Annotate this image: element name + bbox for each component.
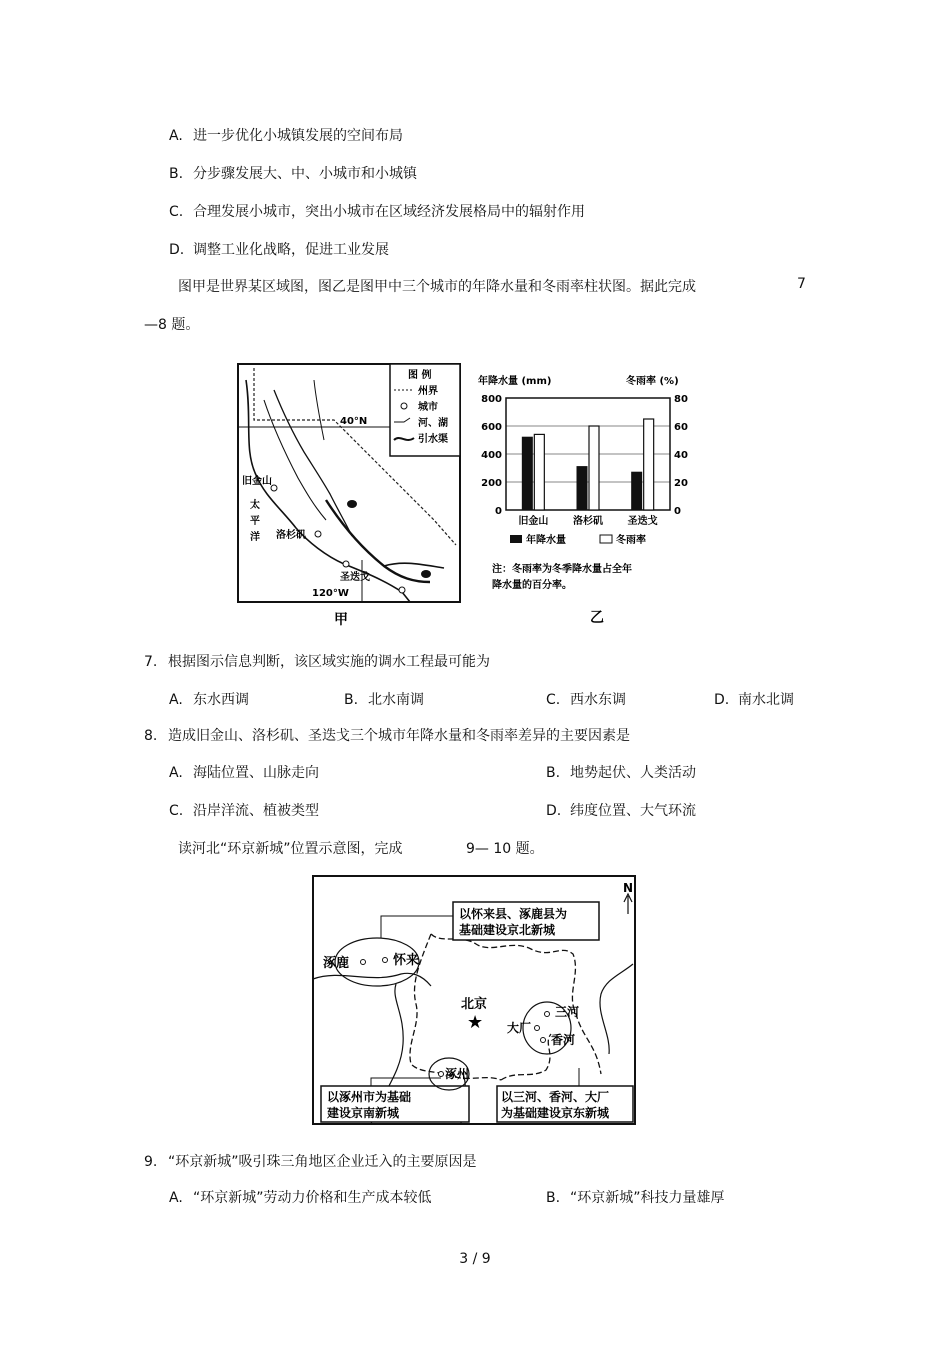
label-zhuozhou: 涿州 <box>445 1067 470 1081</box>
aqueduct <box>326 500 430 582</box>
ytick-right: 80 <box>674 394 688 405</box>
lake-south <box>421 570 431 578</box>
q9-stem: 9. “环京新城”吸引珠三角地区企业迁入的主要原因是 <box>144 1154 477 1170</box>
q6-option-b: B. 分步骤发展大、中、小城市和小城镇 <box>169 166 417 182</box>
label-sanhe: 三河 <box>555 1005 580 1019</box>
callout-south-line1: 以涿州市为基础 <box>327 1090 412 1104</box>
legend-item-city: 城市 <box>418 402 438 413</box>
q9-option-a: A. “环京新城”劳动力价格和生产成本较低 <box>169 1190 432 1206</box>
intro-7-8-num: 7 <box>797 276 806 292</box>
q8-option-d: D. 纬度位置、大气环流 <box>546 803 696 819</box>
q8-option-b: B. 地势起伏、人类活动 <box>546 765 696 781</box>
chart-caption: 乙 <box>590 610 604 626</box>
ytick-left: 600 <box>481 422 502 433</box>
map-beijing <box>311 874 639 1128</box>
bar-precip <box>632 472 642 510</box>
ytick-left: 400 <box>481 450 502 461</box>
ytick-right: 40 <box>674 450 688 461</box>
q8-option-c: C. 沿岸洋流、植被类型 <box>169 803 319 819</box>
city-sd <box>343 561 349 567</box>
q9-option-b: B. “环京新城”科技力量雄厚 <box>546 1190 725 1206</box>
label-zhuolu: 涿鹿 <box>323 956 350 971</box>
chart-yi <box>474 368 714 630</box>
q7-option-a: A. 东水西调 <box>169 692 249 708</box>
legend-precip-swatch <box>510 535 522 543</box>
legend-item-border: 州界 <box>418 386 438 397</box>
city-la <box>315 531 321 537</box>
north-label: N <box>623 881 634 895</box>
ytick-left: 800 <box>481 394 502 405</box>
legend-winter-label: 冬雨率 <box>616 535 646 546</box>
legend-item-aqueduct: 引水渠 <box>418 434 448 445</box>
xtick-label: 旧金山 <box>518 516 549 527</box>
callout-north-line1: 以怀来县、涿鹿县为 <box>459 907 568 921</box>
river-1 <box>274 390 352 536</box>
ytick-right: 60 <box>674 422 688 433</box>
ytick-right: 0 <box>674 506 681 517</box>
label-xianghe: 香河 <box>551 1033 576 1047</box>
intro-9-10-range: 9— 10 题。 <box>466 841 544 857</box>
city-4 <box>399 587 405 593</box>
intro-7-8-line1: 图甲是世界某区域图，图乙是图甲中三个城市的年降水量和冬雨率柱状图。据此完成 <box>178 279 696 295</box>
lat-label: 40°N <box>340 416 368 427</box>
q8-stem: 8. 造成旧金山、洛杉矶、圣迭戈三个城市年降水量和冬雨率差异的主要因素是 <box>144 728 630 744</box>
callout-north-line2: 基础建设京北新城 <box>459 923 556 937</box>
map-jia-caption: 甲 <box>334 612 348 628</box>
legend-winter-swatch <box>600 535 612 543</box>
page-number: 3 / 9 <box>459 1251 491 1267</box>
city-zhuolu <box>361 960 366 965</box>
label-ocean-2: 平 <box>250 516 260 527</box>
intro-9-10: 读河北“环京新城”位置示意图，完成 <box>178 841 403 857</box>
city-zhuozhou <box>439 1072 444 1077</box>
lon-label: 120°W <box>312 588 349 599</box>
river-3 <box>314 380 324 440</box>
callout-east-line1: 以三河、香河、大厂 <box>501 1090 610 1104</box>
q6-option-c: C. 合理发展小城市，突出小城市在区域经济发展格局中的辐射作用 <box>169 204 585 220</box>
q7-option-b: B. 北水南调 <box>344 692 424 708</box>
chart-ylabel-left: 年降水量 (mm) <box>478 376 552 387</box>
bar-winter-rate <box>589 426 599 510</box>
label-dachang: 大厂 <box>507 1021 532 1035</box>
xtick-label: 圣迭戈 <box>627 516 658 527</box>
city-xianghe <box>541 1038 546 1043</box>
label-sd: 圣迭戈 <box>340 572 370 583</box>
legend-item-river: 河、湖 <box>418 418 448 429</box>
chart-legend <box>510 533 646 546</box>
label-la: 洛杉矶 <box>276 530 306 541</box>
city-dachang <box>535 1026 540 1031</box>
callout-east-line2: 为基础建设京东新城 <box>501 1106 610 1120</box>
label-ocean-1: 太 <box>250 500 260 511</box>
city-sanhe <box>545 1012 550 1017</box>
label-ocean-3: 洋 <box>250 532 260 543</box>
label-huailai: 怀来 <box>393 953 420 968</box>
legend-city-swatch <box>401 403 407 409</box>
city-huailai <box>383 958 388 963</box>
q6-option-d: D. 调整工业化战略，促进工业发展 <box>169 242 389 258</box>
bar-winter-rate <box>644 419 654 510</box>
bar-precip <box>577 467 587 510</box>
label-sf: 旧金山 <box>242 476 272 487</box>
intro-7-8-line2: —8 题。 <box>144 317 200 333</box>
legend-title: 图 例 <box>408 370 432 381</box>
ytick-left: 0 <box>495 506 502 517</box>
xtick-label: 洛杉矶 <box>573 516 603 527</box>
chart-note-line2: 降水量的百分率。 <box>492 580 572 591</box>
legend-precip-label: 年降水量 <box>526 535 566 546</box>
lake <box>347 500 357 508</box>
label-beijing: 北京 <box>461 997 488 1012</box>
q7-option-d: D. 南水北调 <box>714 692 794 708</box>
chart-ylabel-right: 冬雨率 (%) <box>626 376 679 387</box>
q8-option-a: A. 海陆位置、山脉走向 <box>169 765 319 781</box>
q7-stem: 7. 根据图示信息判断，该区域实施的调水工程最可能为 <box>144 654 490 670</box>
ytick-left: 200 <box>481 478 502 489</box>
aqueduct-branch <box>384 563 444 568</box>
q6-option-a: A. 进一步优化小城镇发展的空间布局 <box>169 128 403 144</box>
callout-south-line2: 建设京南新城 <box>327 1106 400 1120</box>
ytick-right: 20 <box>674 478 688 489</box>
q7-option-c: C. 西水东调 <box>546 692 626 708</box>
chart-bars <box>522 419 653 510</box>
capital-star-icon: ★ <box>467 1012 484 1033</box>
bar-winter-rate <box>534 434 544 510</box>
chart-note-line1: 注：冬雨率为冬季降水量占全年 <box>492 564 632 575</box>
bar-precip <box>522 437 532 510</box>
map-jia <box>234 360 466 630</box>
